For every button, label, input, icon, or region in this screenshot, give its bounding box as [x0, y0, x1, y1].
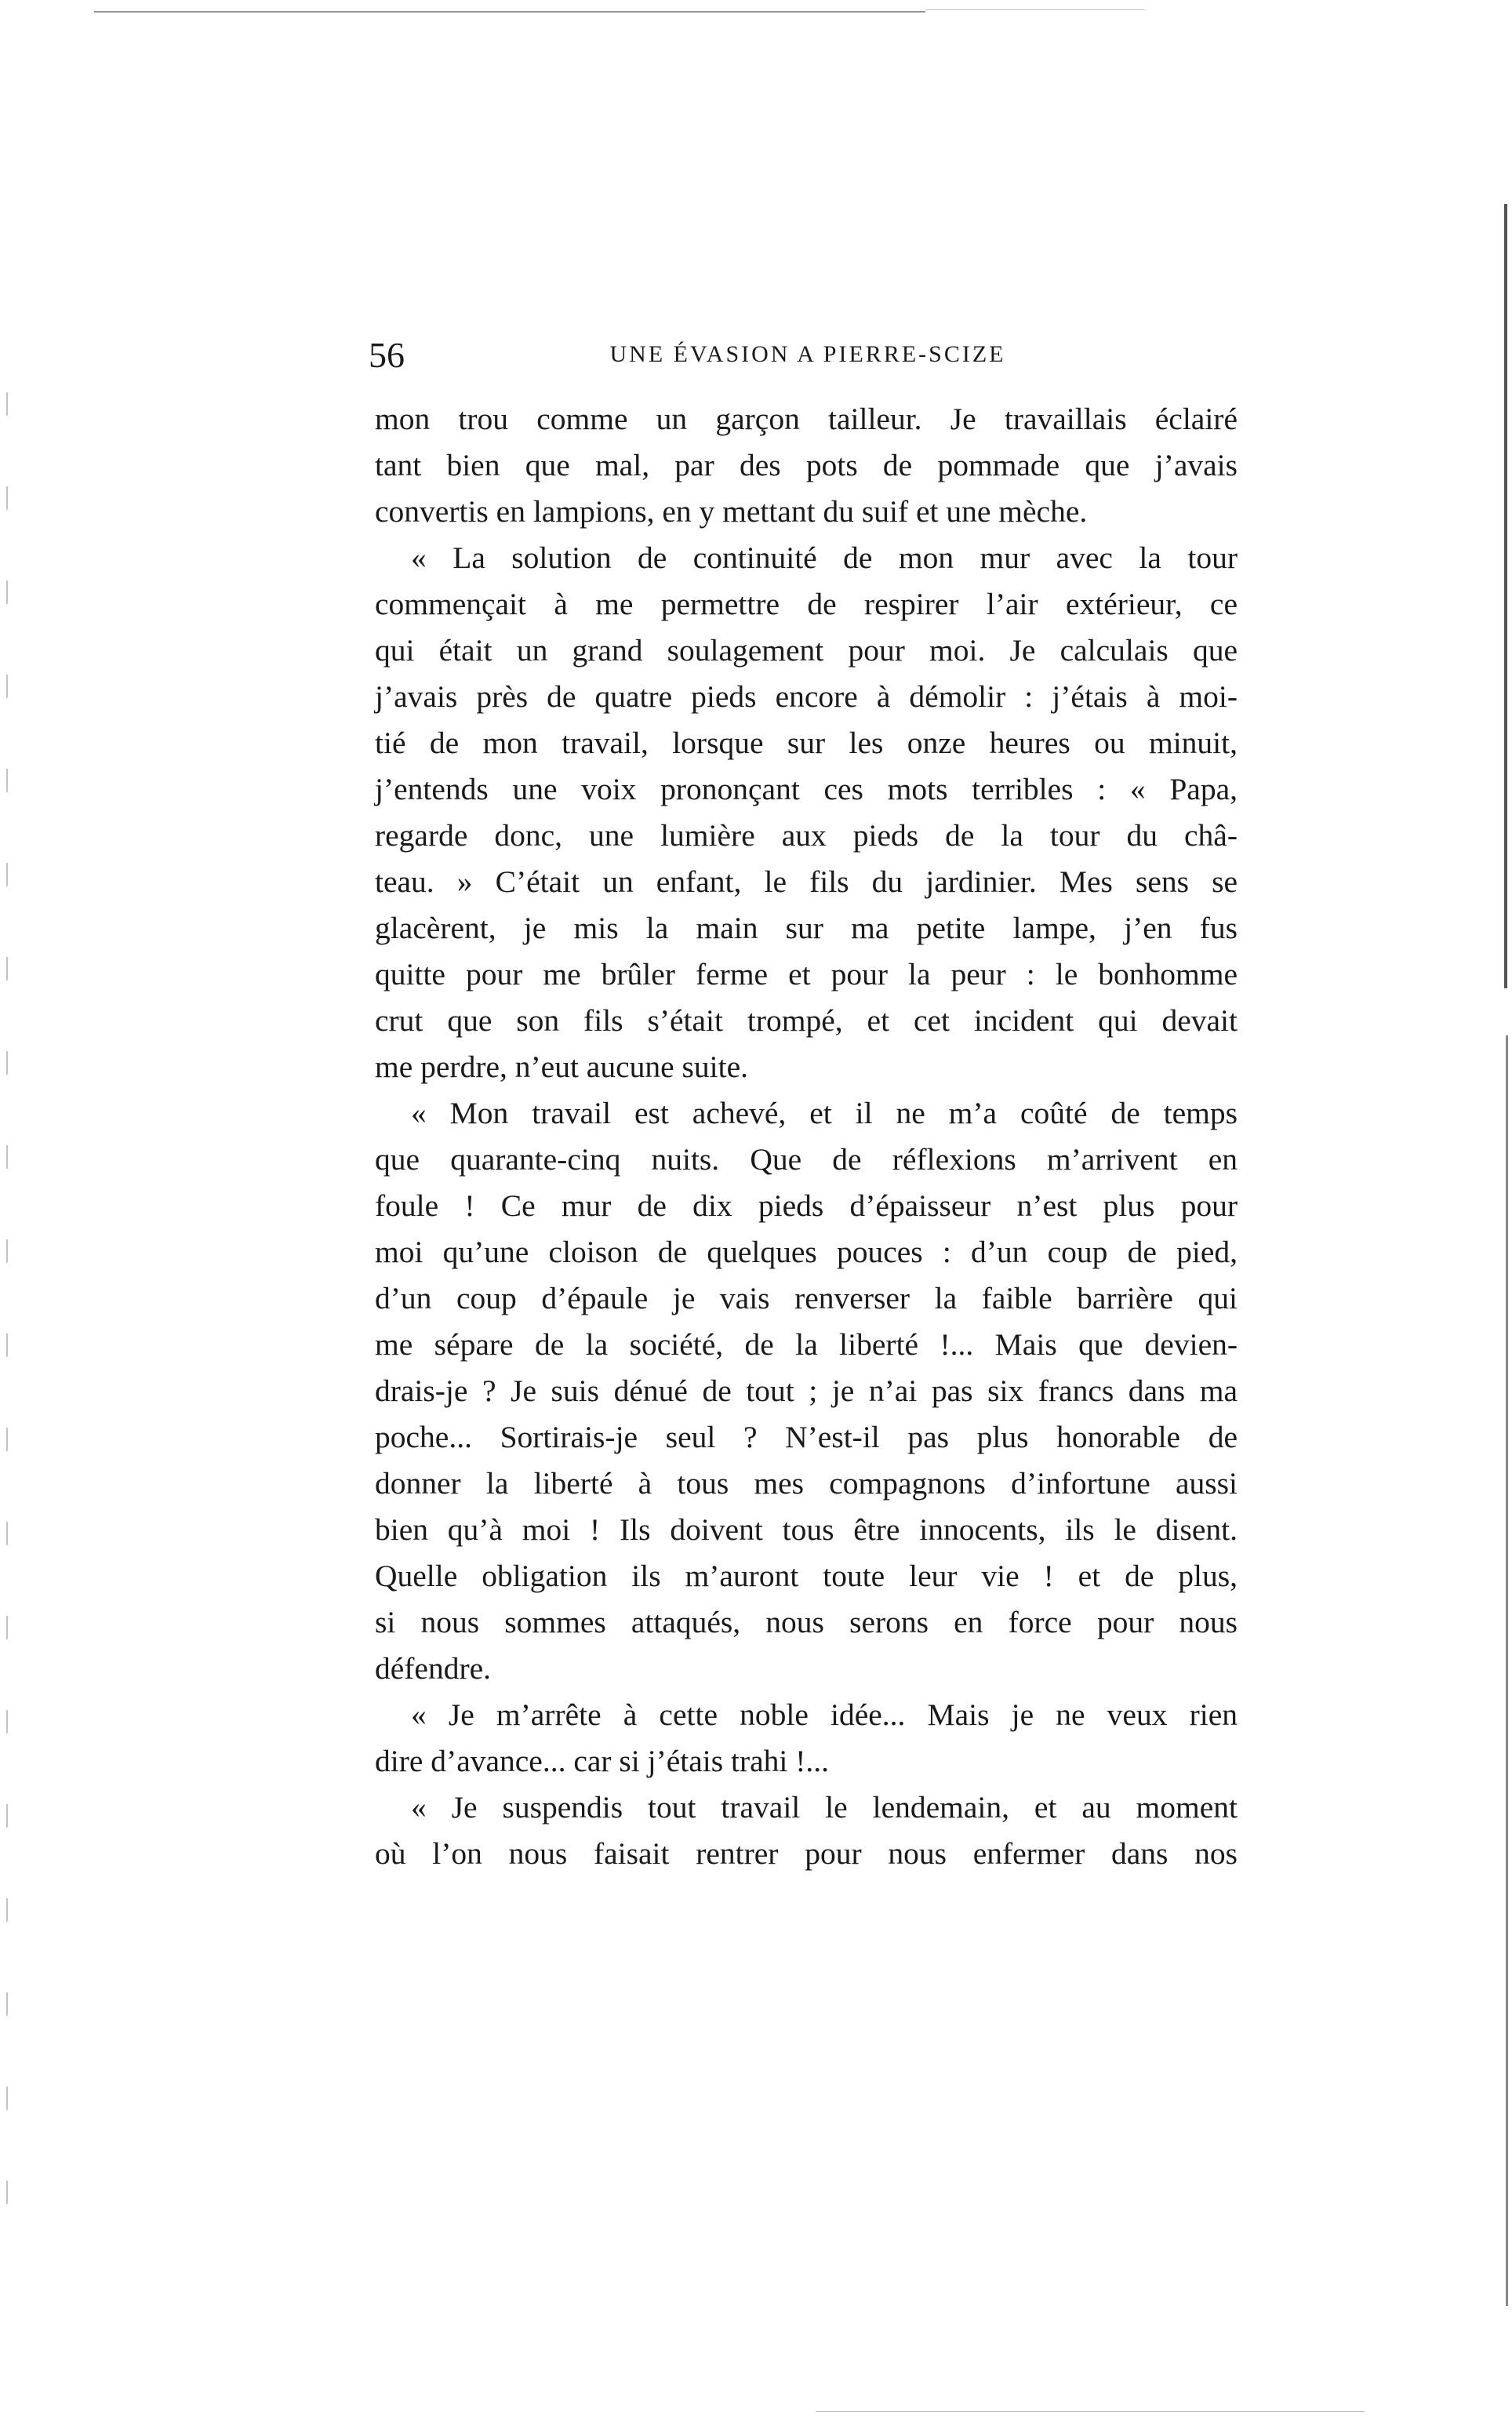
- text-line: j’avais près de quatre pieds encore à démolir : j’étais à moi-: [375, 679, 1238, 714]
- text-line: « Je m’arrête à cette noble idée... Mais je ne veux rien: [411, 1697, 1238, 1732]
- text-line: tié de mon travail, lorsque sur les onze heures ou minuit,: [375, 726, 1238, 760]
- text-line: bien qu’à moi ! Ils doivent tous être innocents, ils le disent.: [375, 1512, 1238, 1547]
- text-line: que quarante-cinq nuits. Que de réflexions m’arrivent en: [375, 1142, 1238, 1177]
- text-line: « Je suspendis tout travail le lendemain, et au moment: [411, 1790, 1238, 1825]
- text-line: moi qu’une cloison de quelques pouces : d’un coup de pied,: [375, 1235, 1238, 1269]
- scan-edge-artifact-bottom: [816, 2411, 1365, 2412]
- text-line: dire d’avance... car si j’étais trahi !...: [375, 1744, 830, 1778]
- text-line: où l’on nous faisait rentrer pour nous enfermer dans nos: [375, 1836, 1238, 1871]
- text-line: défendre.: [375, 1651, 492, 1686]
- running-title: UNE ÉVASION A PIERRE-SCIZE: [609, 341, 1006, 367]
- text-line: mon trou comme un garçon tailleur. Je travaillais éclairé: [375, 402, 1238, 436]
- text-line: Quelle obligation ils m’auront toute leur vie ! et de plus,: [375, 1559, 1238, 1593]
- text-line: poche... Sortirais-je seul ? N’est-il pas plus honorable de: [375, 1420, 1238, 1454]
- scan-edge-artifact-left: [6, 392, 8, 2275]
- text-line: me sépare de la société, de la liberté !... Mais que devien-: [375, 1327, 1238, 1362]
- body-text: [375, 396, 1238, 1877]
- text-line: d’un coup d’épaule je vais renverser la faible barrière qui: [375, 1281, 1238, 1315]
- scan-edge-artifact-right-lower: [1506, 1035, 1508, 2306]
- scan-edge-artifact-top: [94, 11, 925, 13]
- text-line: drais-je ? Je suis dénué de tout ; je n’ai pas six francs dans ma: [375, 1373, 1238, 1408]
- text-line: convertis en lampions, en y mettant du suif et une mèche.: [375, 494, 1088, 529]
- text-line: « Mon travail est achevé, et il ne m’a coûté de temps: [411, 1096, 1238, 1130]
- text-line: « La solution de continuité de mon mur avec la tour: [411, 540, 1238, 575]
- page-number: 56: [369, 335, 405, 375]
- text-line: donner la liberté à tous mes compagnons d’infortune aussi: [375, 1466, 1238, 1501]
- text-line: quitte pour me brûler ferme et pour la peur : le bonhomme: [375, 957, 1238, 991]
- text-line: me perdre, n’eut aucune suite.: [375, 1050, 748, 1084]
- text-line: si nous sommes attaqués, nous serons en force pour nous: [375, 1605, 1238, 1639]
- text-line: foule ! Ce mur de dix pieds d’épaisseur n’est plus pour: [375, 1188, 1238, 1223]
- text-line: commençait à me permettre de respirer l’air extérieur, ce: [375, 587, 1238, 621]
- scan-edge-artifact-right: [1504, 204, 1507, 988]
- text-line: teau. » C’était un enfant, le fils du jardinier. Mes sens se: [375, 864, 1238, 899]
- running-head: [369, 329, 1247, 377]
- text-line: tant bien que mal, par des pots de pommade que j’avais: [375, 448, 1238, 482]
- scan-edge-artifact-top-right: [925, 9, 1145, 10]
- text-line: j’entends une voix prononçant ces mots terribles : « Papa,: [375, 772, 1238, 806]
- text-line: qui était un grand soulagement pour moi. Je calculais que: [375, 633, 1238, 668]
- text-line: regarde donc, une lumière aux pieds de la tour du châ-: [375, 818, 1238, 853]
- text-line: glacèrent, je mis la main sur ma petite lampe, j’en fus: [375, 911, 1238, 945]
- text-line: crut que son fils s’était trompé, et cet incident qui devait: [375, 1003, 1238, 1038]
